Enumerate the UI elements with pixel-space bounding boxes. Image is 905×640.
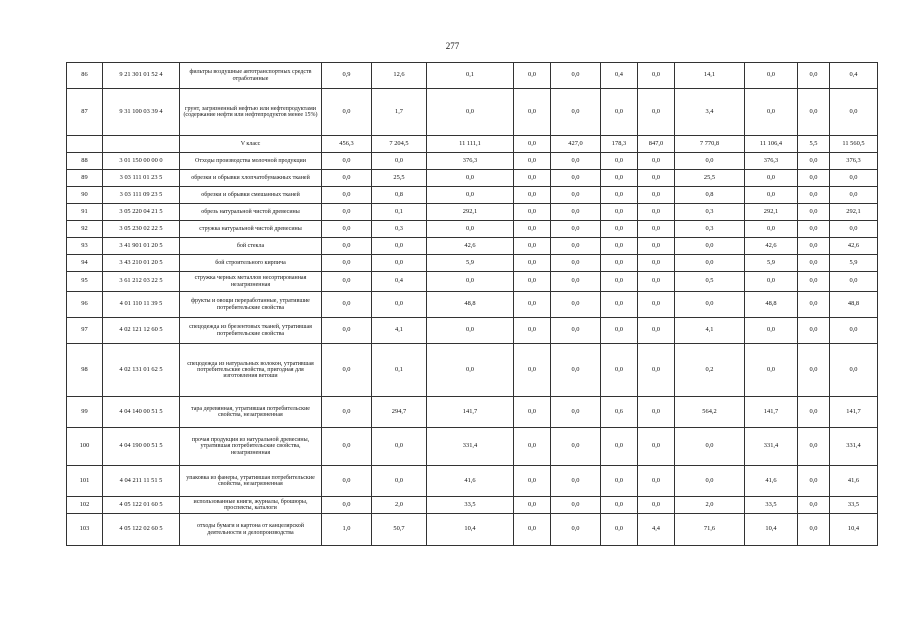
value-cell: 0,0	[798, 344, 830, 397]
value-cell: 0,0	[551, 89, 601, 136]
value-cell: 0,0	[745, 170, 798, 187]
total-value-cell: 11 560,5	[830, 136, 878, 153]
waste-code-cell: 3 05 230 02 22 5	[103, 221, 180, 238]
value-cell: 0,0	[551, 428, 601, 466]
value-cell: 0,0	[638, 255, 675, 272]
waste-code-cell: 3 43 210 01 20 5	[103, 255, 180, 272]
value-cell: 33,5	[745, 497, 798, 514]
table-row	[67, 221, 878, 238]
table-row	[67, 204, 878, 221]
value-cell: 0,0	[514, 272, 551, 292]
total-value-cell: 847,0	[638, 136, 675, 153]
row-number-cell: 97	[67, 318, 103, 344]
value-cell: 0,0	[427, 170, 514, 187]
value-cell: 0,0	[322, 89, 372, 136]
value-cell: 0,9	[322, 63, 372, 89]
value-cell: 3,4	[675, 89, 745, 136]
value-cell: 0,0	[745, 318, 798, 344]
waste-name-cell: бой строительного кирпича	[180, 255, 322, 272]
row-number-cell: 89	[67, 170, 103, 187]
value-cell: 0,0	[551, 153, 601, 170]
value-cell: 331,4	[427, 428, 514, 466]
row-number-cell: 94	[67, 255, 103, 272]
waste-name-cell: стружка натуральной чистой древесины	[180, 221, 322, 238]
value-cell: 0,0	[551, 255, 601, 272]
value-cell: 0,6	[601, 397, 638, 428]
row-number-cell: 92	[67, 221, 103, 238]
waste-code-cell: 4 04 140 00 51 5	[103, 397, 180, 428]
waste-code-cell: 3 03 111 09 23 5	[103, 187, 180, 204]
value-cell: 48,8	[830, 292, 878, 318]
value-cell: 0,2	[675, 344, 745, 397]
waste-name-cell: спецодежда из брезентовых тканей, утратившая потребительские свойства	[180, 318, 322, 344]
value-cell: 0,0	[675, 466, 745, 497]
value-cell: 41,6	[830, 466, 878, 497]
value-cell: 0,0	[798, 272, 830, 292]
row-number-cell: 99	[67, 397, 103, 428]
value-cell: 0,0	[601, 514, 638, 546]
value-cell: 0,0	[551, 63, 601, 89]
total-value-cell: 11 111,1	[427, 136, 514, 153]
waste-code-cell: 4 05 122 02 60 5	[103, 514, 180, 546]
waste-name-cell: стружка черных металлов несортированная незагрязненная	[180, 272, 322, 292]
value-cell: 0,0	[514, 63, 551, 89]
value-cell: 0,0	[372, 292, 427, 318]
value-cell: 0,0	[601, 170, 638, 187]
value-cell: 0,0	[675, 255, 745, 272]
row-number-cell: 88	[67, 153, 103, 170]
row-number-cell: 93	[67, 238, 103, 255]
value-cell: 0,0	[601, 187, 638, 204]
value-cell: 292,1	[427, 204, 514, 221]
value-cell: 5,9	[427, 255, 514, 272]
value-cell: 0,0	[745, 221, 798, 238]
value-cell: 0,0	[638, 204, 675, 221]
value-cell: 0,0	[675, 153, 745, 170]
value-cell: 0,0	[798, 514, 830, 546]
table-row	[67, 428, 878, 466]
value-cell: 12,6	[372, 63, 427, 89]
value-cell: 48,8	[745, 292, 798, 318]
value-cell: 0,0	[798, 170, 830, 187]
value-cell: 0,0	[745, 272, 798, 292]
value-cell: 0,0	[514, 204, 551, 221]
value-cell: 0,0	[798, 187, 830, 204]
value-cell: 0,0	[551, 514, 601, 546]
value-cell: 0,0	[514, 170, 551, 187]
value-cell: 0,0	[638, 466, 675, 497]
value-cell: 0,8	[372, 187, 427, 204]
value-cell: 0,0	[638, 497, 675, 514]
waste-code-cell: 3 61 212 03 22 5	[103, 272, 180, 292]
total-value-cell: 7 770,8	[675, 136, 745, 153]
row-number-cell: 100	[67, 428, 103, 466]
waste-code-cell: 4 05 122 01 60 5	[103, 497, 180, 514]
total-value-cell: 427,0	[551, 136, 601, 153]
waste-name-cell: прочая продукция из натуральной древесины, утратившая потребительские свойства, незагрязненная	[180, 428, 322, 466]
total-value-cell: 11 106,4	[745, 136, 798, 153]
table-row	[67, 292, 878, 318]
value-cell: 0,0	[745, 63, 798, 89]
waste-name-cell: фрукты и овощи переработанные, утратившие потребительские свойства	[180, 292, 322, 318]
value-cell: 1,0	[322, 514, 372, 546]
row-number-cell: 95	[67, 272, 103, 292]
value-cell: 0,4	[372, 272, 427, 292]
value-cell: 376,3	[427, 153, 514, 170]
value-cell: 0,0	[322, 272, 372, 292]
table-row	[67, 318, 878, 344]
value-cell: 0,0	[675, 238, 745, 255]
waste-code-cell: 4 02 131 01 62 5	[103, 344, 180, 397]
value-cell: 0,0	[514, 255, 551, 272]
value-cell: 0,0	[638, 63, 675, 89]
total-value-cell: 5,5	[798, 136, 830, 153]
value-cell: 0,0	[514, 428, 551, 466]
value-cell: 0,0	[551, 238, 601, 255]
table-row	[67, 514, 878, 546]
value-cell: 0,0	[551, 204, 601, 221]
total-value-cell: 7 204,5	[372, 136, 427, 153]
value-cell: 0,0	[551, 344, 601, 397]
table-row	[67, 153, 878, 170]
waste-name-cell: грунт, загрязненный нефтью или нефтепродуктами (содержание нефти или нефтепродуктов менее 15%)	[180, 89, 322, 136]
value-cell: 0,0	[322, 170, 372, 187]
waste-name-cell: Отходы производства молочной продукции	[180, 153, 322, 170]
value-cell: 0,0	[322, 204, 372, 221]
page-number: 277	[445, 41, 460, 51]
value-cell: 0,0	[830, 272, 878, 292]
value-cell: 0,0	[830, 221, 878, 238]
value-cell: 0,0	[322, 292, 372, 318]
value-cell: 0,1	[372, 204, 427, 221]
value-cell: 0,0	[745, 187, 798, 204]
value-cell: 0,0	[638, 272, 675, 292]
waste-table	[66, 62, 878, 546]
value-cell: 0,0	[551, 318, 601, 344]
total-value-cell: 456,3	[322, 136, 372, 153]
value-cell: 0,0	[551, 397, 601, 428]
value-cell: 0,0	[551, 187, 601, 204]
value-cell: 0,0	[514, 397, 551, 428]
waste-code-cell: 9 21 301 01 52 4	[103, 63, 180, 89]
value-cell: 0,0	[427, 89, 514, 136]
table-row	[67, 344, 878, 397]
value-cell: 0,0	[798, 466, 830, 497]
value-cell: 4,4	[638, 514, 675, 546]
waste-name-cell: бой стекла	[180, 238, 322, 255]
total-value-cell: 178,3	[601, 136, 638, 153]
value-cell: 0,0	[798, 89, 830, 136]
value-cell: 0,0	[514, 153, 551, 170]
value-cell: 33,5	[830, 497, 878, 514]
table-row	[67, 497, 878, 514]
value-cell: 0,0	[745, 344, 798, 397]
table-row	[67, 272, 878, 292]
value-cell: 0,3	[372, 221, 427, 238]
class-total-row	[67, 136, 878, 153]
value-cell: 71,6	[675, 514, 745, 546]
value-cell: 0,0	[745, 89, 798, 136]
value-cell: 0,0	[638, 89, 675, 136]
value-cell: 0,0	[601, 497, 638, 514]
value-cell: 0,0	[322, 466, 372, 497]
waste-code-cell: 9 31 100 03 39 4	[103, 89, 180, 136]
value-cell: 0,0	[601, 272, 638, 292]
row-number-cell: 90	[67, 187, 103, 204]
value-cell: 0,0	[675, 292, 745, 318]
value-cell: 0,0	[601, 466, 638, 497]
value-cell: 1,7	[372, 89, 427, 136]
value-cell: 4,1	[675, 318, 745, 344]
value-cell: 0,0	[601, 238, 638, 255]
value-cell: 0,0	[798, 428, 830, 466]
value-cell: 294,7	[372, 397, 427, 428]
value-cell: 0,1	[427, 63, 514, 89]
waste-name-cell: спецодежда из натуральных волокон, утратившая потребительские свойства, пригодная для изготовления ветоши	[180, 344, 322, 397]
value-cell: 0,0	[798, 221, 830, 238]
value-cell: 25,5	[372, 170, 427, 187]
value-cell: 0,0	[551, 497, 601, 514]
value-cell: 0,1	[372, 344, 427, 397]
value-cell: 376,3	[830, 153, 878, 170]
value-cell: 14,1	[675, 63, 745, 89]
value-cell: 2,0	[372, 497, 427, 514]
value-cell: 0,0	[798, 397, 830, 428]
value-cell: 0,0	[798, 204, 830, 221]
value-cell: 0,0	[322, 428, 372, 466]
row-number-cell: 98	[67, 344, 103, 397]
value-cell: 0,0	[830, 170, 878, 187]
value-cell: 0,0	[322, 497, 372, 514]
value-cell: 0,0	[514, 514, 551, 546]
value-cell: 331,4	[745, 428, 798, 466]
row-number-cell: 96	[67, 292, 103, 318]
value-cell: 0,0	[638, 170, 675, 187]
waste-code-cell: 4 01 110 11 39 5	[103, 292, 180, 318]
value-cell: 0,0	[514, 187, 551, 204]
table-row	[67, 170, 878, 187]
value-cell: 0,0	[514, 238, 551, 255]
value-cell: 141,7	[745, 397, 798, 428]
value-cell: 0,0	[798, 255, 830, 272]
value-cell: 0,0	[514, 497, 551, 514]
waste-code-cell: 4 04 190 00 51 5	[103, 428, 180, 466]
value-cell: 0,0	[322, 238, 372, 255]
row-number-cell: 86	[67, 63, 103, 89]
value-cell: 0,0	[322, 255, 372, 272]
value-cell: 0,0	[638, 344, 675, 397]
value-cell: 0,0	[322, 397, 372, 428]
value-cell: 0,0	[830, 89, 878, 136]
value-cell: 564,2	[675, 397, 745, 428]
value-cell: 5,9	[745, 255, 798, 272]
value-cell: 41,6	[745, 466, 798, 497]
value-cell: 0,0	[638, 221, 675, 238]
value-cell: 0,0	[830, 344, 878, 397]
value-cell: 0,3	[675, 221, 745, 238]
value-cell: 331,4	[830, 428, 878, 466]
waste-name-cell: использованные книги, журналы, брошюры, проспекты, каталоги	[180, 497, 322, 514]
row-number-cell: 87	[67, 89, 103, 136]
table-row	[67, 466, 878, 497]
value-cell: 0,0	[427, 221, 514, 238]
value-cell: 0,0	[601, 89, 638, 136]
value-cell: 0,0	[675, 428, 745, 466]
value-cell: 0,0	[601, 204, 638, 221]
value-cell: 0,0	[601, 255, 638, 272]
value-cell: 10,4	[745, 514, 798, 546]
value-cell: 292,1	[830, 204, 878, 221]
row-number-cell: 91	[67, 204, 103, 221]
value-cell: 0,0	[322, 153, 372, 170]
value-cell: 0,0	[372, 238, 427, 255]
value-cell: 33,5	[427, 497, 514, 514]
value-cell: 0,3	[675, 204, 745, 221]
table-row	[67, 63, 878, 89]
value-cell: 0,0	[427, 187, 514, 204]
value-cell: 0,0	[638, 292, 675, 318]
waste-code-cell: 3 05 220 04 21 5	[103, 204, 180, 221]
value-cell: 0,0	[372, 428, 427, 466]
table-row	[67, 238, 878, 255]
value-cell: 42,6	[830, 238, 878, 255]
value-cell: 0,0	[798, 153, 830, 170]
waste-name-cell: фильтры воздушные автотранспортных средств отработанные	[180, 63, 322, 89]
value-cell: 0,0	[798, 318, 830, 344]
table-row	[67, 397, 878, 428]
value-cell: 141,7	[830, 397, 878, 428]
value-cell: 0,0	[514, 466, 551, 497]
total-value-cell: 0,0	[514, 136, 551, 153]
value-cell: 0,0	[601, 153, 638, 170]
waste-name-cell: тара деревянная, утратившая потребительские свойства, незагрязненная	[180, 397, 322, 428]
waste-name-cell: отходы бумаги и картона от канцелярской деятельности и делопроизводства	[180, 514, 322, 546]
value-cell: 25,5	[675, 170, 745, 187]
value-cell: 0,0	[372, 466, 427, 497]
value-cell: 0,0	[551, 221, 601, 238]
row-number-cell: 103	[67, 514, 103, 546]
table-row	[67, 255, 878, 272]
waste-name-cell: обрезь натуральной чистой древесины	[180, 204, 322, 221]
value-cell: 10,4	[830, 514, 878, 546]
value-cell: 141,7	[427, 397, 514, 428]
value-cell: 0,0	[798, 497, 830, 514]
value-cell: 0,0	[514, 318, 551, 344]
value-cell: 0,0	[551, 292, 601, 318]
value-cell: 0,0	[601, 318, 638, 344]
value-cell: 0,0	[798, 63, 830, 89]
value-cell: 0,0	[601, 344, 638, 397]
value-cell: 0,0	[830, 318, 878, 344]
value-cell: 41,6	[427, 466, 514, 497]
waste-code-cell: 4 02 121 12 60 5	[103, 318, 180, 344]
value-cell: 0,0	[638, 397, 675, 428]
table-row	[67, 89, 878, 136]
value-cell: 0,0	[601, 428, 638, 466]
value-cell: 0,0	[427, 272, 514, 292]
waste-name-cell: обрезки и обрывки хлопчатобумажных тканей	[180, 170, 322, 187]
value-cell: 0,0	[322, 318, 372, 344]
waste-code-cell: 3 41 901 01 20 5	[103, 238, 180, 255]
value-cell: 0,0	[322, 344, 372, 397]
waste-code-cell: 4 04 211 11 51 5	[103, 466, 180, 497]
table-row	[67, 187, 878, 204]
value-cell: 0,0	[514, 89, 551, 136]
value-cell: 0,0	[551, 170, 601, 187]
row-number-cell: 102	[67, 497, 103, 514]
value-cell: 0,0	[551, 466, 601, 497]
total-empty-code	[103, 136, 180, 153]
total-empty-n	[67, 136, 103, 153]
value-cell: 0,0	[601, 292, 638, 318]
value-cell: 0,0	[798, 292, 830, 318]
value-cell: 0,0	[798, 238, 830, 255]
value-cell: 0,0	[322, 221, 372, 238]
value-cell: 0,5	[675, 272, 745, 292]
value-cell: 0,4	[830, 63, 878, 89]
waste-code-cell: 3 03 111 01 23 5	[103, 170, 180, 187]
waste-name-cell: упаковка из фанеры, утратившая потребительские свойства, незагрязненная	[180, 466, 322, 497]
value-cell: 0,0	[427, 344, 514, 397]
value-cell: 0,0	[638, 187, 675, 204]
row-number-cell: 101	[67, 466, 103, 497]
value-cell: 0,0	[372, 153, 427, 170]
value-cell: 0,0	[638, 238, 675, 255]
value-cell: 42,6	[427, 238, 514, 255]
value-cell: 0,0	[638, 428, 675, 466]
value-cell: 376,3	[745, 153, 798, 170]
total-label: V класс	[180, 136, 322, 153]
value-cell: 0,8	[675, 187, 745, 204]
value-cell: 10,4	[427, 514, 514, 546]
waste-name-cell: обрезки и обрывки смешанных тканей	[180, 187, 322, 204]
value-cell: 0,0	[551, 272, 601, 292]
value-cell: 0,0	[638, 318, 675, 344]
value-cell: 0,4	[601, 63, 638, 89]
value-cell: 0,0	[514, 292, 551, 318]
value-cell: 4,1	[372, 318, 427, 344]
value-cell: 0,0	[830, 187, 878, 204]
value-cell: 0,0	[322, 187, 372, 204]
value-cell: 0,0	[638, 153, 675, 170]
value-cell: 0,0	[427, 318, 514, 344]
value-cell: 42,6	[745, 238, 798, 255]
value-cell: 0,0	[601, 221, 638, 238]
value-cell: 50,7	[372, 514, 427, 546]
value-cell: 0,0	[514, 221, 551, 238]
value-cell: 0,0	[514, 344, 551, 397]
value-cell: 48,8	[427, 292, 514, 318]
value-cell: 2,0	[675, 497, 745, 514]
value-cell: 0,0	[372, 255, 427, 272]
waste-code-cell: 3 01 150 00 00 0	[103, 153, 180, 170]
value-cell: 292,1	[745, 204, 798, 221]
value-cell: 5,9	[830, 255, 878, 272]
